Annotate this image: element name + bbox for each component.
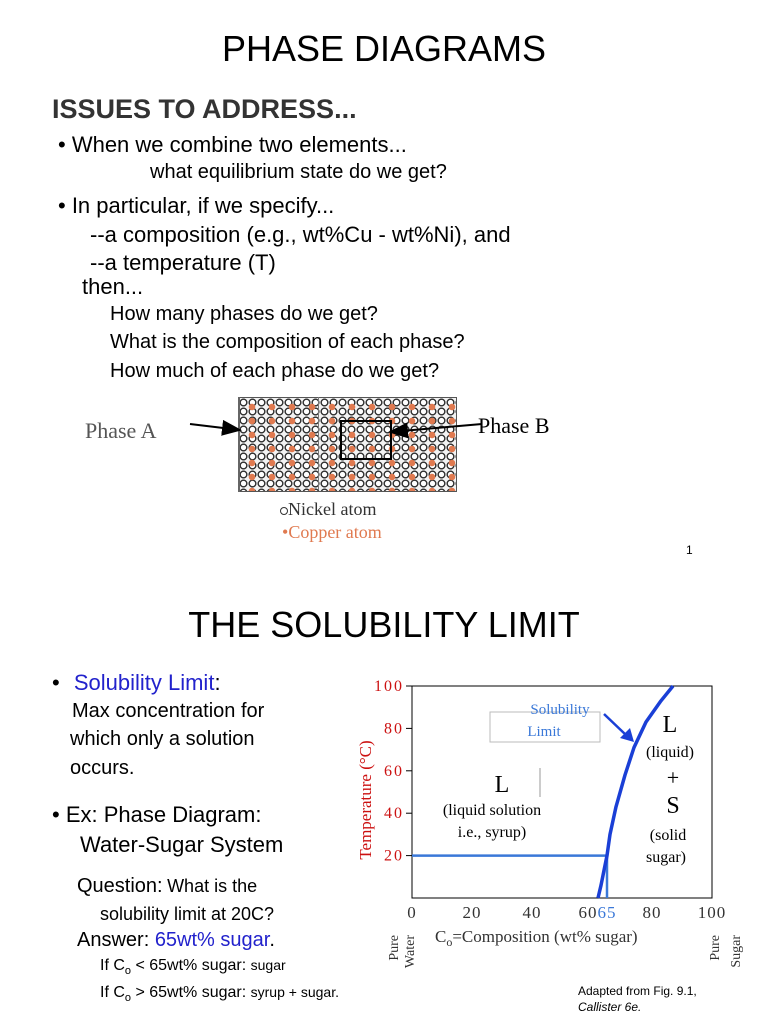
region-two-phase-L: L — [662, 712, 678, 738]
figure-caption-2: Callister 6e. — [578, 1000, 642, 1014]
region-liquid-label: L — [494, 772, 510, 798]
then-label: then... — [82, 274, 144, 299]
y-tick-label: 40 — [384, 805, 404, 823]
issues-heading: ISSUES TO ADDRESS... — [52, 94, 357, 124]
nickel-legend-label: Nickel atom — [288, 499, 377, 519]
region-liquid-desc-2: i.e., syrup) — [457, 824, 527, 841]
answer-period: . — [269, 929, 275, 951]
slide1-title: PHASE DIAGRAMS — [221, 28, 547, 69]
region-two-phase-S: S — [666, 793, 680, 819]
spec-composition: --a composition (e.g., wt%Cu - wt%Ni), and — [90, 222, 511, 247]
case2-result: syrup + sugar. — [250, 984, 339, 1000]
y-tick-label: 80 — [384, 720, 404, 738]
solubility-limit-term: Solubility Limit — [73, 670, 215, 695]
region-two-phase-solid: (solid — [649, 827, 687, 844]
question-text: What is the — [167, 876, 258, 896]
figure-caption-1: Adapted from Fig. 9.1, — [578, 984, 697, 998]
x-tick-label: 80 — [642, 903, 662, 922]
definition-line-2: which only a solution — [70, 728, 255, 750]
spec-temperature: --a temperature (T) — [90, 250, 276, 275]
copper-legend-label: Copper atom — [288, 522, 382, 542]
copper-atom-icon: • — [282, 522, 289, 542]
case1-sub: o — [124, 965, 132, 978]
x-tick-label: 40 — [522, 903, 542, 922]
bullet-equilibrium-question: what equilibrium state do we get? — [150, 161, 447, 183]
x-axis-label — [435, 927, 638, 949]
definition-line-1: Max concentration for — [72, 700, 265, 722]
x-tick-label: 100 — [697, 903, 727, 922]
annotation-arrow-shaft — [604, 714, 626, 735]
region-two-phase-plus: + — [666, 765, 680, 790]
region-two-phase-sugar: sugar) — [646, 849, 686, 866]
bullet-specify: • In particular, if we specify... — [58, 193, 335, 218]
case1-result: sugar — [250, 957, 286, 973]
question-amount: How much of each phase do we get? — [110, 360, 440, 382]
case1-prefix: If C — [100, 957, 125, 974]
definition-line-3: occurs. — [70, 757, 135, 779]
annotation-solubility: Solubility — [530, 702, 590, 718]
x-tick-label: 65 — [597, 903, 617, 922]
example-system: Water-Sugar System — [80, 832, 284, 857]
question-label: Question: — [77, 875, 163, 897]
y-tick-label: 60 — [384, 762, 404, 780]
y-tick-label: 20 — [384, 847, 404, 865]
case2-rest: > 65wt% sugar: — [131, 984, 247, 1001]
bullet-marker: • — [52, 670, 60, 695]
pure-sugar-label-1: Pure — [708, 935, 723, 961]
phase-a-label: Phase A — [85, 418, 157, 443]
x-axis-label-rest: =Composition (wt% sugar) — [452, 927, 638, 946]
example-line: • Ex: Phase Diagram: — [52, 802, 262, 827]
term-colon: : — [214, 670, 221, 695]
pure-sugar-label-2: Sugar — [729, 935, 744, 968]
case1-rest: < 65wt% sugar: — [131, 957, 247, 974]
question-phases: How many phases do we get? — [110, 303, 378, 325]
question-text-2: solubility limit at 20C? — [100, 904, 275, 924]
region-two-phase-liquid: (liquid) — [646, 744, 694, 761]
answer-label: Answer: — [77, 929, 150, 951]
x-tick-label: 20 — [462, 903, 482, 922]
page-number: 1 — [686, 543, 693, 557]
case2-prefix: If C — [100, 984, 125, 1001]
pure-water-label-1: Pure — [387, 935, 402, 961]
x-axis-label-sub: o — [446, 935, 453, 949]
x-tick-label: 60 — [578, 903, 598, 922]
pure-water-label-2: Water — [403, 935, 418, 969]
answer-value: 65wt% sugar — [154, 929, 270, 951]
bullet-combine-elements: • When we combine two elements... — [58, 132, 407, 157]
case2-sub: o — [124, 992, 132, 1005]
slide2-title: THE SOLUBILITY LIMIT — [188, 604, 580, 645]
x-tick-label: 0 — [407, 903, 417, 922]
annotation-limit: Limit — [527, 724, 561, 740]
y-tick-label: 100 — [374, 678, 404, 695]
question-composition: What is the composition of each phase? — [110, 331, 465, 353]
phase-b-label: Phase B — [478, 413, 550, 438]
region-liquid-desc-1: (liquid solution — [442, 802, 542, 819]
y-axis-label: Temperature (°C) — [356, 740, 375, 860]
x-axis-label-prefix: C — [435, 927, 447, 946]
